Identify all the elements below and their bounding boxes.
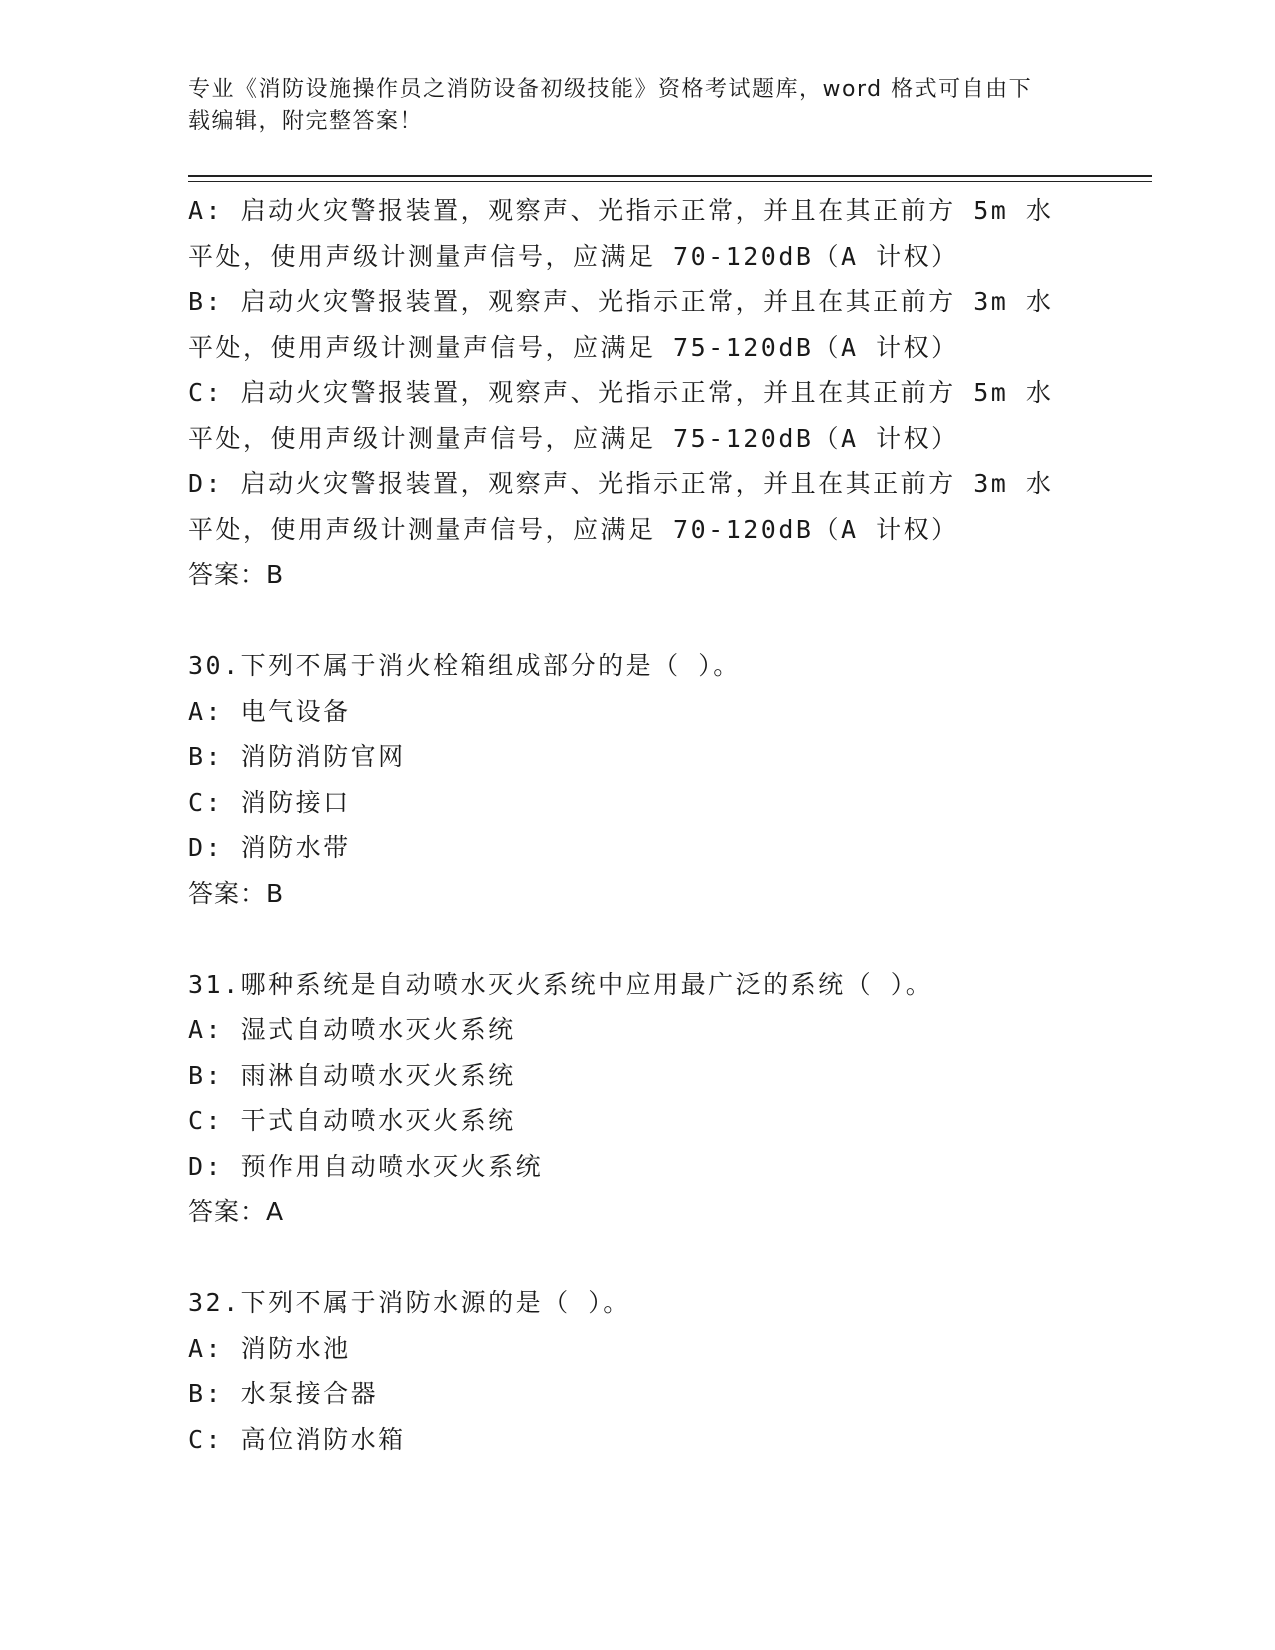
- header-line-1: 专业《消防设施操作员之消防设备初级技能》资格考试题库，word 格式可自由下: [188, 77, 1033, 102]
- option-a-line-2: 平处，使用声级计测量声信号，应满足 70-120dB（A 计权）: [188, 241, 959, 271]
- option-d-line-2: 平处，使用声级计测量声信号，应满足 70-120dB（A 计权）: [188, 514, 959, 544]
- option-c-line-1: C: 启动火灾警报装置，观察声、光指示正常，并且在其正前方 5m 水: [188, 378, 1054, 407]
- option-a-line-1: A: 启动火灾警报装置，观察声、光指示正常，并且在其正前方 5m 水: [188, 196, 1054, 225]
- question-29: [188, 188, 1088, 598]
- answer: 答案：B: [188, 878, 285, 908]
- option-b-line-2: 平处，使用声级计测量声信号，应满足 75-120dB（A 计权）: [188, 332, 959, 362]
- spacer: [188, 598, 1088, 644]
- option-b: B: 雨淋自动喷水灭火系统: [188, 1060, 516, 1090]
- answer: 答案：A: [188, 1197, 285, 1226]
- option-b-line-1: B: 启动火灾警报装置，观察声、光指示正常，并且在其正前方 3m 水: [188, 287, 1054, 316]
- option-d: D: 预作用自动喷水灭火系统: [188, 1151, 544, 1181]
- option-d: D: 消防水带: [188, 833, 351, 862]
- header-line-2: 载编辑，附完整答案！: [188, 109, 424, 134]
- question-32: [188, 1280, 1088, 1462]
- spacer: [188, 1235, 1088, 1281]
- question-stem: 32.下列不属于消防水源的是（ ）。: [188, 1288, 631, 1317]
- question-stem: 30.下列不属于消火栓箱组成部分的是（ ）。: [188, 651, 741, 680]
- header-divider-thin: [188, 181, 1152, 182]
- option-b: B: 水泵接合器: [188, 1379, 379, 1408]
- option-a: A: 湿式自动喷水灭火系统: [188, 1015, 516, 1044]
- option-c: C: 消防接口: [188, 787, 351, 817]
- question-30: [188, 643, 1088, 916]
- option-d-line-1: D: 启动火灾警报装置，观察声、光指示正常，并且在其正前方 3m 水: [188, 469, 1054, 498]
- question-content: [188, 188, 1088, 1462]
- header-divider-thick: [188, 175, 1152, 177]
- option-c-line-2: 平处，使用声级计测量声信号，应满足 75-120dB（A 计权）: [188, 423, 959, 453]
- document-header: [188, 74, 1088, 138]
- option-a: A: 电气设备: [188, 696, 351, 726]
- option-a: A: 消防水池: [188, 1333, 351, 1363]
- question-31: [188, 962, 1088, 1235]
- question-stem: 31.哪种系统是自动喷水灭火系统中应用最广泛的系统（ ）。: [188, 969, 934, 999]
- option-b: B: 消防消防官网: [188, 742, 406, 771]
- answer: 答案：B: [188, 560, 285, 589]
- spacer: [188, 916, 1088, 962]
- option-c: C: 高位消防水箱: [188, 1424, 406, 1454]
- option-c: C: 干式自动喷水灭火系统: [188, 1106, 516, 1135]
